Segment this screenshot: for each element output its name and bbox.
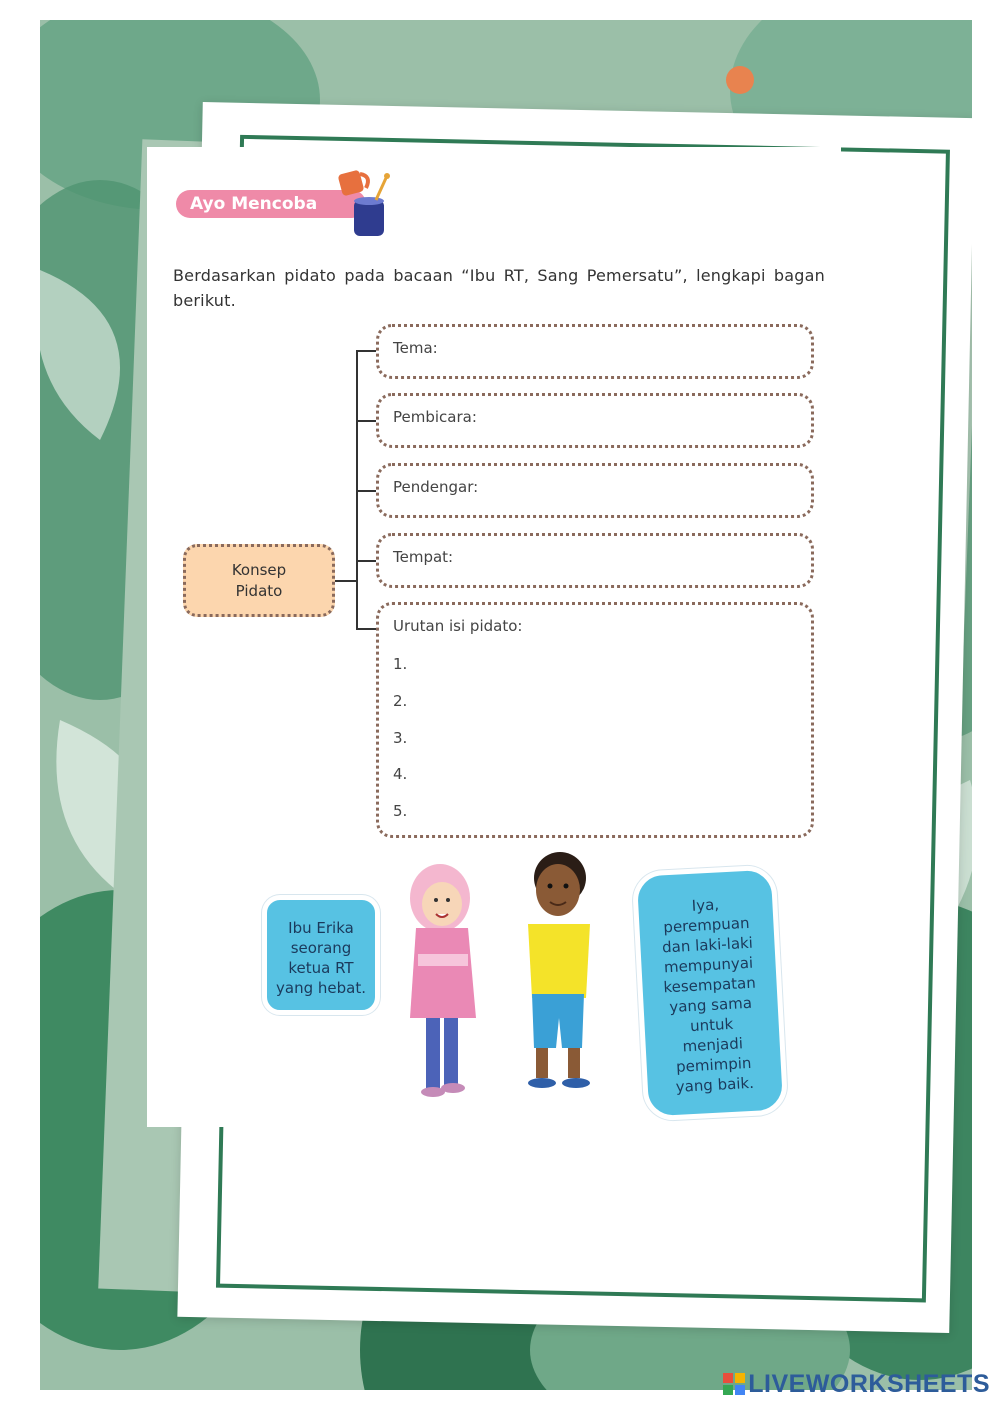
bubble-right-line: untuk (689, 1014, 734, 1036)
speech-bubble-left (262, 895, 380, 1015)
urutan-field[interactable] (376, 602, 814, 838)
tempat-field[interactable] (376, 533, 814, 588)
urutan-item-4: 4. (393, 765, 408, 783)
connector-line (335, 580, 357, 582)
bubble-right-line: dan laki-laki (661, 933, 754, 957)
concept-line-2: Pidato (235, 581, 283, 600)
urutan-item-5: 5. (393, 802, 408, 820)
bubble-left-line: yang hebat. (276, 979, 366, 997)
connector-branch (356, 350, 376, 352)
connector-branch (356, 628, 376, 630)
girl-illustration-icon (398, 858, 488, 1103)
bubble-right-line: kesempatan (663, 973, 757, 997)
urutan-item-1: 1. (393, 655, 408, 673)
logo-text: LIVEWORKSHEETS (748, 1370, 990, 1398)
tema-field[interactable] (376, 324, 814, 379)
section-tag: Ayo Mencoba (176, 190, 366, 218)
pembicara-field[interactable] (376, 393, 814, 448)
pembicara-label: Pembicara: (393, 408, 477, 426)
bubble-left-line: ketua RT (288, 959, 354, 977)
speech-bubble-right (632, 864, 789, 1121)
tempat-label: Tempat: (393, 548, 454, 566)
pendengar-field[interactable] (376, 463, 814, 518)
bubble-left-line: seorang (290, 939, 352, 957)
urutan-label: Urutan isi pidato: (393, 617, 523, 635)
concept-line-1: Konsep (231, 560, 287, 579)
bubble-right-line: perempuan (662, 913, 750, 937)
bubble-right-line: Iya, (691, 895, 720, 915)
urutan-item-3: 3. (393, 729, 408, 747)
bubble-right-line: pemimpin (675, 1053, 752, 1076)
urutan-item-2: 2. (393, 692, 408, 710)
connector-branch (356, 490, 376, 492)
instruction-text: Berdasarkan pidato pada bacaan “Ibu RT, Sang Pemersatu”, lengkapi bagan berikut. (173, 266, 825, 310)
bubble-left-line: Ibu Erika (288, 919, 354, 937)
boy-illustration-icon (512, 848, 607, 1098)
bubble-right-line: menjadi (682, 1034, 744, 1056)
tema-label: Tema: (393, 339, 438, 357)
liveworksheets-logo[interactable] (723, 1370, 990, 1399)
connector-branch (356, 420, 376, 422)
pendengar-label: Pendengar: (393, 478, 479, 496)
bubble-right-line: yang sama (668, 993, 753, 1017)
connector-branch (356, 560, 376, 562)
logo-mark-icon (723, 1373, 745, 1395)
concept-box (183, 544, 335, 617)
bubble-right-line: mempunyai (663, 953, 754, 977)
cup-and-mug-icon (332, 160, 402, 242)
bubble-right-line: yang baik. (675, 1073, 755, 1096)
